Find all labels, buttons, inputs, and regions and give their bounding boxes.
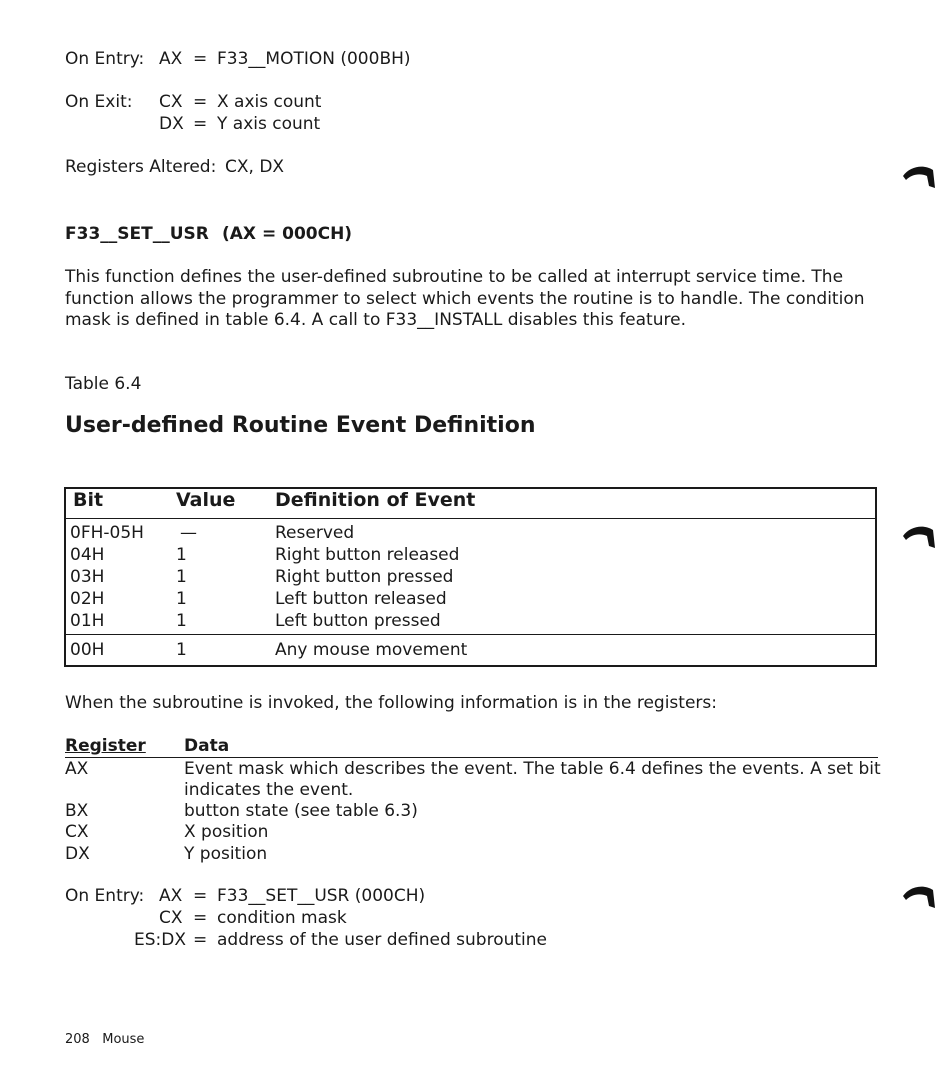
- register-data: Event mask which describes the event. The table 6.4 defines the events. A set bit: [184, 759, 881, 779]
- equals-sign: =: [193, 886, 208, 906]
- table-caption: Table 6.4: [65, 374, 142, 394]
- page-number: 208: [65, 1032, 90, 1047]
- column-header-bit: Bit: [73, 489, 104, 511]
- column-header-value: Value: [176, 489, 236, 511]
- cell-definition: Any mouse movement: [275, 640, 468, 660]
- cell-bit: 02H: [70, 589, 105, 609]
- cell-value: 1: [176, 545, 187, 565]
- registers-altered-value: CX, DX: [225, 157, 285, 177]
- register-name: BX: [65, 801, 89, 821]
- on-exit-value: X axis count: [217, 92, 322, 112]
- paragraph-line: This function defines the user-defined subroutine to be called at interrupt service time. The: [65, 267, 844, 287]
- cell-bit: 00H: [70, 640, 105, 660]
- column-header-definition: Definition of Event: [275, 489, 476, 511]
- function-heading: F33__SET__USR: [65, 224, 209, 244]
- on-entry-register: CX: [159, 908, 183, 928]
- cell-definition: Left button released: [275, 589, 447, 609]
- cell-bit: 0FH-05H: [70, 523, 144, 543]
- table-title: User-defined Routine Event Definition: [65, 413, 536, 438]
- cell-value: 1: [176, 589, 187, 609]
- cell-bit: 04H: [70, 545, 105, 565]
- cell-definition: Right button pressed: [275, 567, 454, 587]
- cell-bit: 03H: [70, 567, 105, 587]
- on-exit-register: DX: [159, 114, 184, 134]
- on-exit-value: Y axis count: [217, 114, 321, 134]
- cell-definition: Reserved: [275, 523, 355, 543]
- equals-sign: =: [193, 930, 208, 950]
- registers-intro: When the subroutine is invoked, the following information is in the registers:: [65, 693, 717, 713]
- register-name: DX: [65, 844, 90, 864]
- paragraph-line: function allows the programmer to select which events the routine is to handle. The condition: [65, 288, 865, 309]
- on-entry-value: F33__MOTION (000BH): [217, 49, 411, 69]
- on-exit-register: CX: [159, 92, 183, 112]
- cell-definition: Left button pressed: [275, 611, 441, 631]
- margin-mark-icon: [902, 162, 936, 190]
- on-entry-label: On Entry:: [65, 886, 145, 906]
- on-exit-label: On Exit:: [65, 92, 133, 112]
- register-data: X position: [184, 822, 269, 842]
- on-entry-value: F33__SET__USR (000CH): [217, 886, 426, 906]
- registers-altered-label: Registers Altered:: [65, 157, 217, 177]
- function-description: [65, 267, 865, 332]
- column-header-register: Register: [65, 736, 146, 756]
- section-name: Mouse: [102, 1032, 145, 1047]
- equals-sign: =: [193, 908, 208, 928]
- on-entry-value: condition mask: [217, 908, 347, 928]
- cell-value: 1: [176, 640, 187, 660]
- margin-mark-icon: [902, 882, 936, 910]
- cell-value: 1: [176, 611, 187, 631]
- footer: [65, 1032, 144, 1047]
- on-entry-register: AX: [159, 886, 183, 906]
- on-entry-value: address of the user defined subroutine: [217, 930, 547, 950]
- equals-sign: =: [193, 92, 208, 112]
- register-data: indicates the event.: [184, 780, 354, 800]
- register-name: AX: [65, 759, 89, 779]
- register-data: Y position: [184, 844, 268, 864]
- on-entry-label: On Entry:: [65, 49, 145, 69]
- cell-value: 1: [176, 567, 187, 587]
- cell-definition: Right button released: [275, 545, 460, 565]
- on-entry-register: AX: [159, 49, 183, 69]
- cell-bit: 01H: [70, 611, 105, 631]
- column-header-data: Data: [184, 736, 230, 756]
- register-name: CX: [65, 822, 89, 842]
- paragraph-line: mask is defined in table 6.4. A call to F33__INSTALL disables this feature.: [65, 310, 686, 330]
- function-heading-ax: (AX = 000CH): [222, 224, 353, 244]
- cell-value: —: [180, 523, 197, 543]
- equals-sign: =: [193, 49, 208, 69]
- equals-sign: =: [193, 114, 208, 134]
- margin-mark-icon: [902, 522, 936, 550]
- register-data: button state (see table 6.3): [184, 801, 418, 821]
- on-entry-register: ES:DX: [134, 930, 186, 950]
